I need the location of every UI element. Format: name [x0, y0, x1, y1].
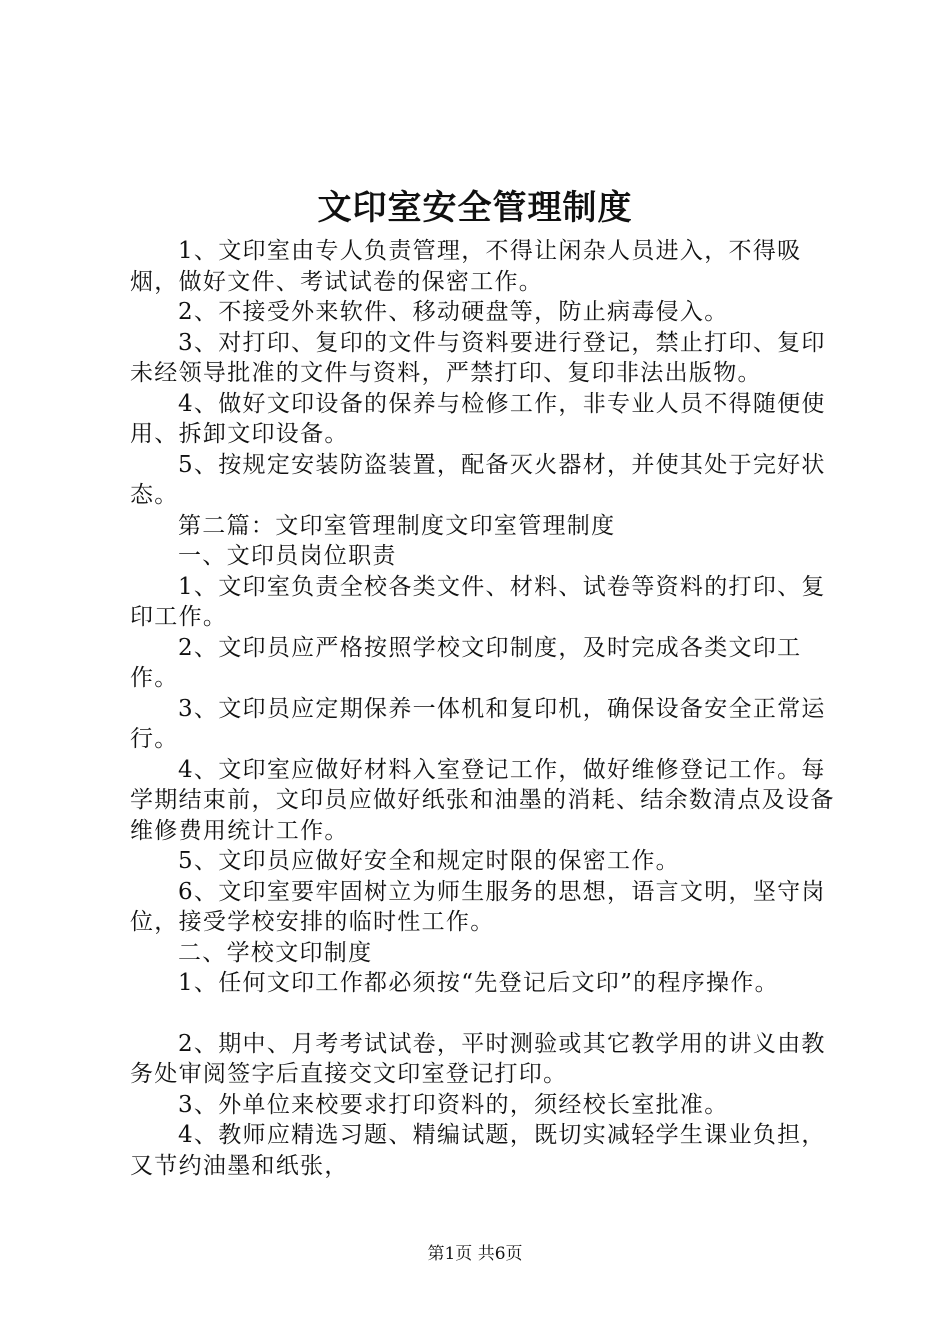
paragraph: 5、按规定安装防盗装置，配备灭火器材，并使其处于完好状态。 [130, 451, 826, 508]
paragraph: 4、教师应精选习题、精编试题，既切实减轻学生课业负担，又节约油墨和纸张， [130, 1122, 826, 1179]
paragraph: 2、不接受外来软件、移动硬盘等，防止病毒侵入。 [178, 299, 729, 325]
section-heading: 第二篇：文印室管理制度文印室管理制度 [178, 512, 616, 539]
section-heading: 一、文印员岗位职责 [178, 543, 397, 569]
paragraph: 1、文印室负责全校各类文件、材料、试卷等资料的打印、复印工作。 [130, 573, 826, 630]
document-body [130, 236, 840, 1181]
paragraph: 2、文印员应严格按照学校文印制度，及时完成各类文印工作。 [130, 634, 802, 691]
page-title: 文印室安全管理制度 [317, 188, 633, 228]
paragraph: 1、文印室由专人负责管理，不得让闲杂人员进入，不得吸烟，做好文件、考试试卷的保密工作。 [130, 238, 802, 295]
paragraph: 2、期中、月考考试试卷，平时测验或其它教学用的讲义由教务处审阅签字后直接交文印室登记打印。 [130, 1030, 826, 1087]
paragraph: 5、文印员应做好安全和规定时限的保密工作。 [178, 848, 680, 874]
paragraph: 6、文印室要牢固树立为师生服务的思想，语言文明，坚守岗位，接受学校安排的临时性工作。 [130, 878, 826, 935]
paragraph: 4、文印室应做好材料入室登记工作，做好维修登记工作。每学期结束前，文印员应做好纸张和油墨的消耗、结余数清点及设备维修费用统计工作。 [130, 756, 835, 844]
page-footer: 第1页 共6页 [427, 1244, 523, 1264]
paragraph: 4、做好文印设备的保养与检修工作，非专业人员不得随便使用、拆卸文印设备。 [130, 390, 826, 447]
paragraph: 3、对打印、复印的文件与资料要进行登记，禁止打印、复印未经领导批准的文件与资料，严禁打印、复印非法出版物。 [130, 329, 826, 386]
paragraph: 3、外单位来校要求打印资料的，须经校长室批准。 [178, 1091, 729, 1118]
paragraph: 1、任何文印工作都必须按“先登记后文印”的程序操作。 [178, 970, 779, 996]
section-heading: 二、学校文印制度 [178, 939, 373, 966]
paragraph: 3、文印员应定期保养一体机和复印机，确保设备安全正常运行。 [130, 695, 826, 752]
